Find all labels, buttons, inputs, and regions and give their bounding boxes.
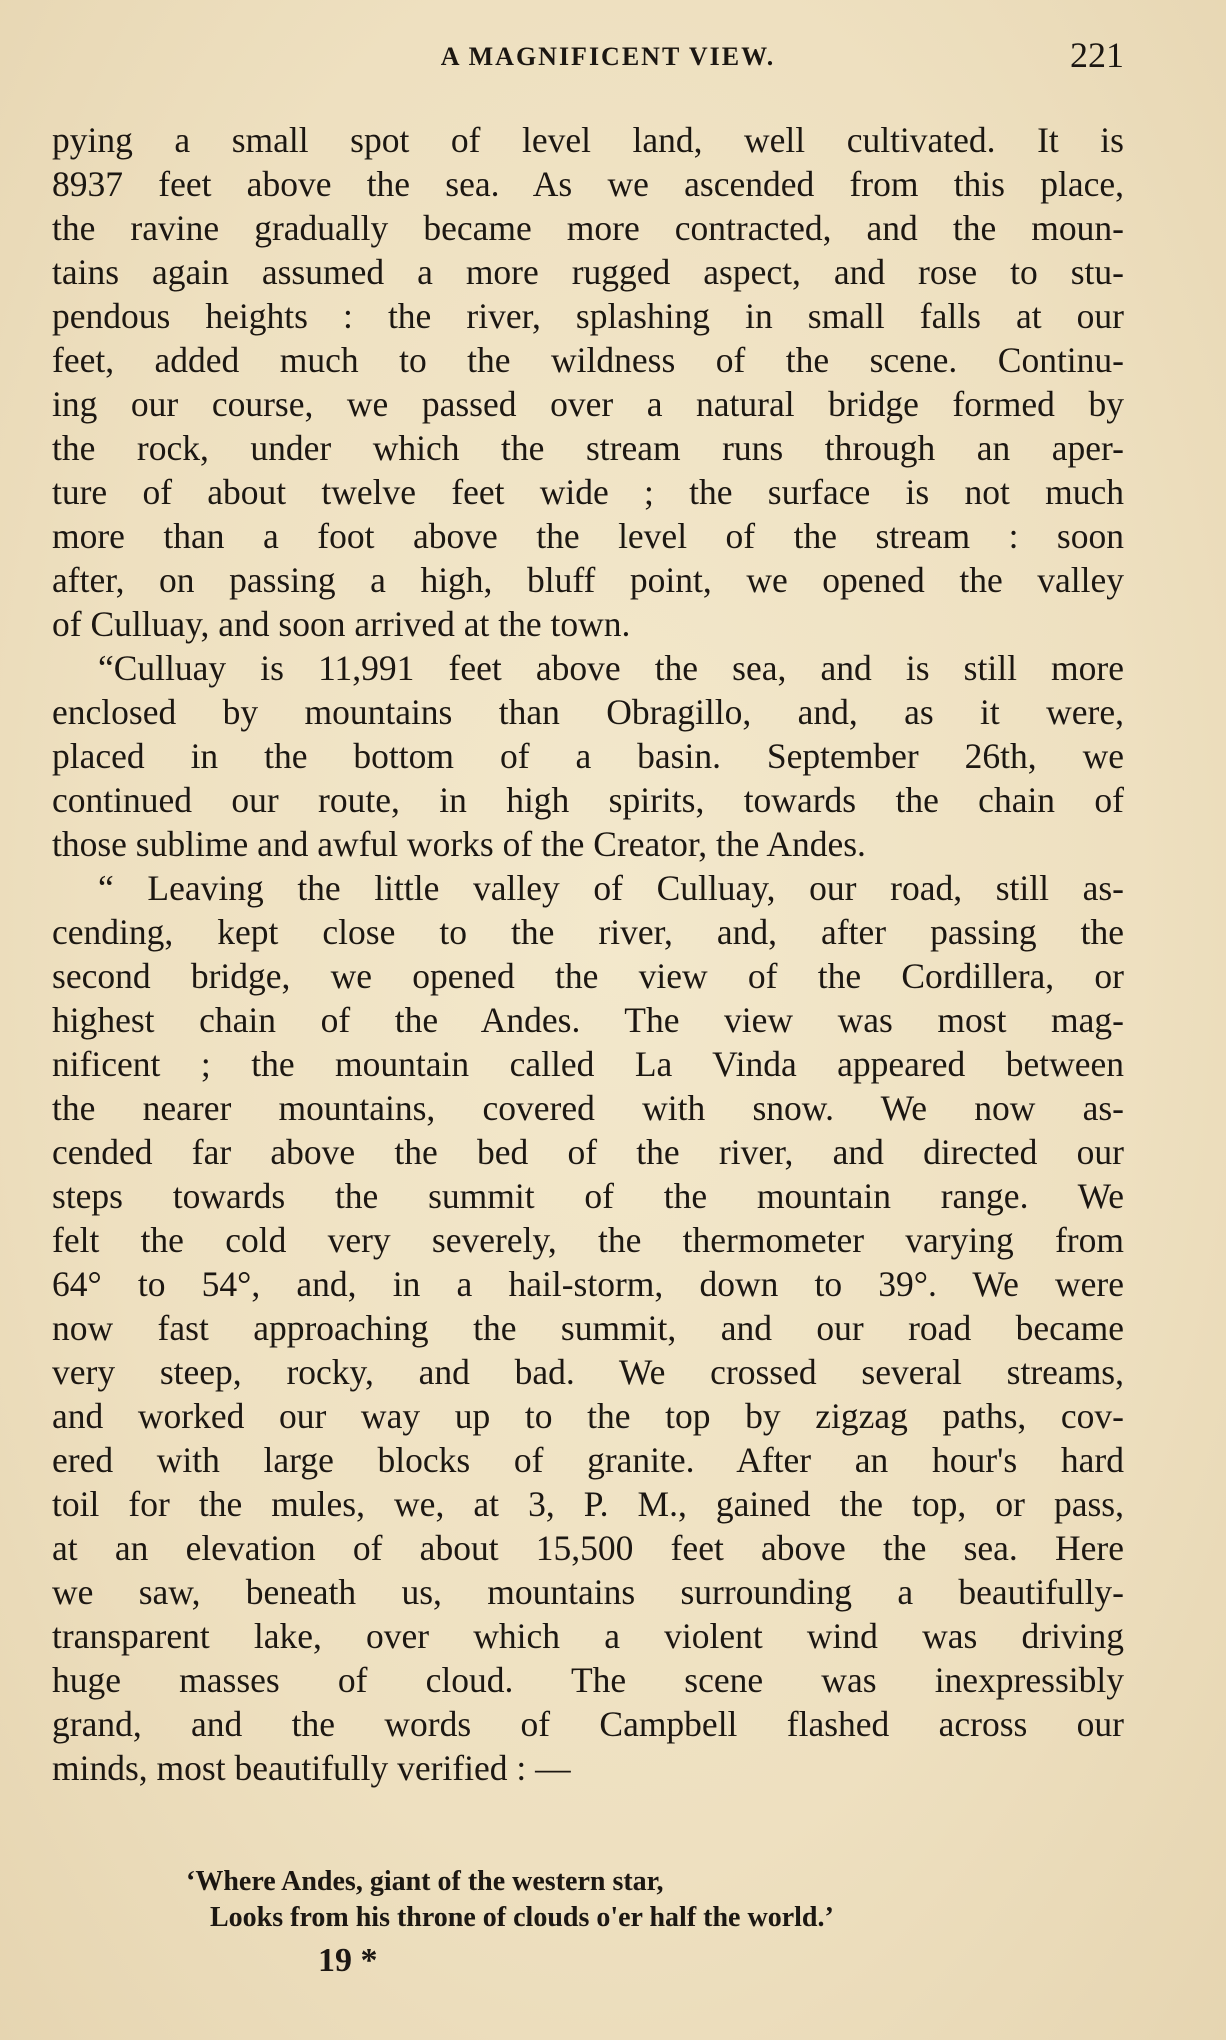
running-head [52,35,1124,78]
text-line: feet, added much to the wildness of the scene. Continu- [52,340,1124,380]
text-line: enclosed by mountains than Obragillo, and, as it were, [52,692,1124,732]
text-line: grand, and the words of Campbell flashed across our [52,1704,1124,1744]
text-line: cended far above the bed of the river, and directed our [52,1132,1124,1172]
text-line: ered with large blocks of granite. After an hour's hard [52,1440,1124,1480]
text-line: transparent lake, over which a violent wind was driving [52,1616,1124,1656]
text-line: more than a foot above the level of the stream : soon [52,516,1124,556]
text-line: very steep, rocky, and bad. We crossed several streams, [52,1352,1124,1392]
text-line: ing our course, we passed over a natural bridge formed by [52,384,1124,424]
text-line: nificent ; the mountain called La Vinda appeared between [52,1044,1124,1084]
text-line: now fast approaching the summit, and our road became [52,1308,1124,1348]
text-line: minds, most beautifully verified : — [52,1748,571,1788]
text-line: cending, kept close to the river, and, after passing the [52,912,1124,952]
text-line: continued our route, in high spirits, towards the chain of [52,780,1124,820]
text-line: the ravine gradually became more contracted, and the moun- [52,208,1124,248]
text-line: those sublime and awful works of the Creator, the Andes. [52,824,866,864]
verse-quotation [186,1864,906,1936]
text-line: 64° to 54°, and, in a hail-storm, down to 39°. We were [52,1264,1124,1304]
text-line: felt the cold very severely, the thermometer varying from [52,1220,1124,1260]
text-line: “Culluay is 11,991 feet above the sea, and is still more [98,648,1124,688]
text-line: and worked our way up to the top by zigzag paths, cov- [52,1396,1124,1436]
signature-mark: 19 * [318,1942,378,1979]
text-line: ture of about twelve feet wide ; the surface is not much [52,472,1124,512]
text-line: at an elevation of about 15,500 feet above the sea. Here [52,1528,1124,1568]
text-line: of Culluay, and soon arrived at the town. [52,604,631,644]
text-line: tains again assumed a more rugged aspect, and rose to stu- [52,252,1124,292]
text-line: the rock, under which the stream runs through an aper- [52,428,1124,468]
text-line: after, on passing a high, bluff point, we opened the valley [52,560,1124,600]
text-line: toil for the mules, we, at 3, P. M., gained the top, or pass, [52,1484,1124,1524]
page-number: 221 [1070,35,1124,75]
text-line: steps towards the summit of the mountain range. We [52,1176,1124,1216]
text-line: the nearer mountains, covered with snow. We now as- [52,1088,1124,1128]
text-line: “ Leaving the little valley of Culluay, our road, still as- [98,868,1124,908]
text-line: pying a small spot of level land, well cultivated. It is [52,120,1124,160]
verse-line: ‘Where Andes, giant of the western star, [186,1866,664,1897]
verse-line: Looks from his throne of clouds o'er half the world.’ [210,1902,834,1933]
text-line: pendous heights : the river, splashing in small falls at our [52,296,1124,336]
text-line: placed in the bottom of a basin. September 26th, we [52,736,1124,776]
text-line: 8937 feet above the sea. As we ascended from this place, [52,164,1124,204]
text-line: second bridge, we opened the view of the Cordillera, or [52,956,1124,996]
text-line: huge masses of cloud. The scene was inexpressibly [52,1660,1124,1700]
text-line: highest chain of the Andes. The view was most mag- [52,1000,1124,1040]
body-text [52,118,1124,1790]
running-title: A MAGNIFICENT VIEW. [440,42,776,71]
text-line: we saw, beneath us, mountains surrounding a beautifully- [52,1572,1124,1612]
